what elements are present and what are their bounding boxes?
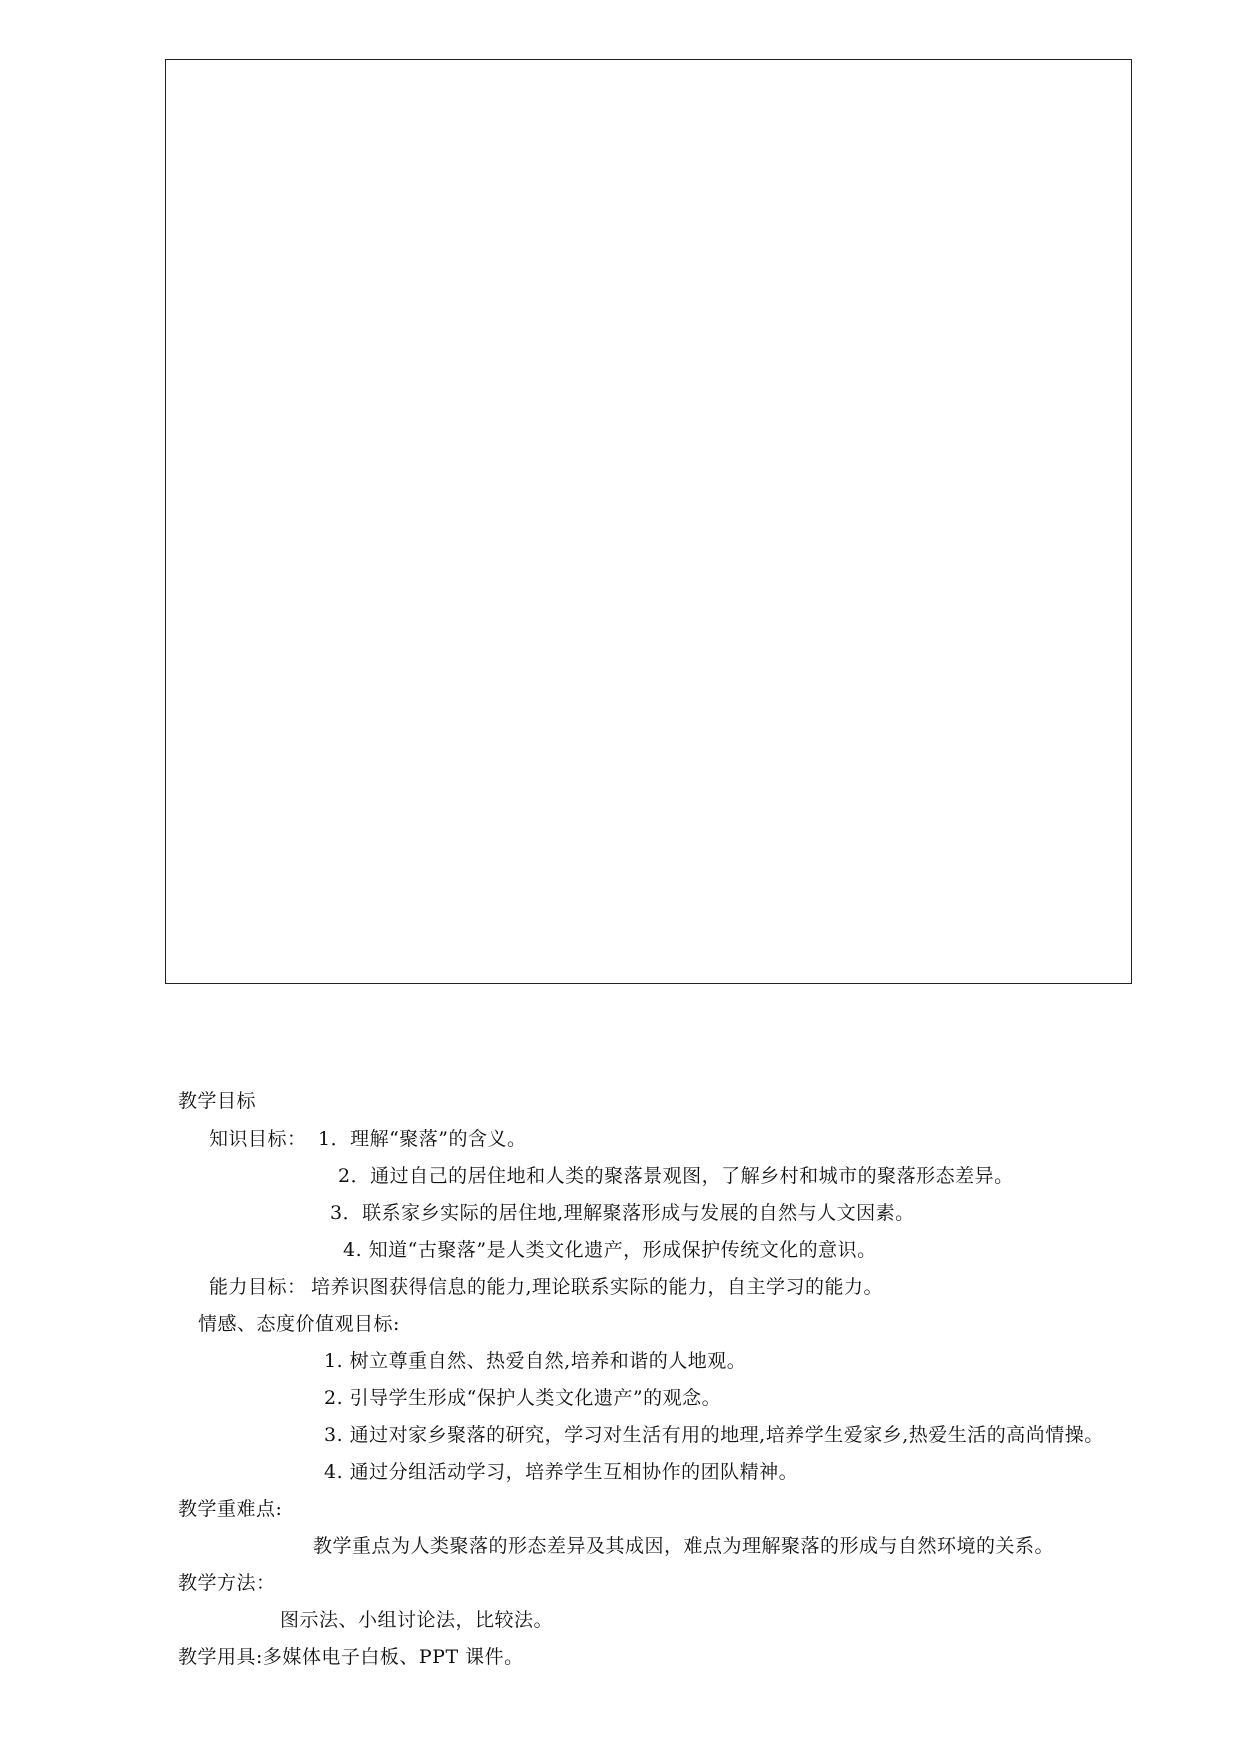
methods-text: 图示法、小组讨论法，比较法。: [280, 1609, 554, 1631]
tools-text: 教学用具:多媒体电子白板、PPT 课件。: [178, 1646, 524, 1668]
emotion-item-4: 4. 通过分组活动学习，培养学生互相协作的团队精神。: [324, 1461, 799, 1483]
emotion-item-2: 2. 引导学生形成“保护人类文化遗产”的观念。: [324, 1387, 722, 1409]
emotion-item-1: 1. 树立尊重自然、热爱自然,培养和谐的人地观。: [324, 1350, 747, 1372]
key-points-text: 教学重点为人类聚落的形态差异及其成因，难点为理解聚落的形成与自然环境的关系。: [313, 1535, 1055, 1557]
knowledge-item-4: 4. 知道“古聚落”是人类文化遗产，形成保护传统文化的意识。: [343, 1239, 877, 1261]
heading-objectives: 教学目标: [178, 1090, 257, 1112]
methods-label: 教学方法：: [178, 1572, 276, 1594]
knowledge-item-2: 2．通过自己的居住地和人类的聚落景观图，了解乡村和城市的聚落形态差异。: [338, 1165, 1014, 1187]
blank-frame: [165, 59, 1132, 984]
key-points-label: 教学重难点:: [178, 1498, 283, 1520]
ability-label: 能力目标：: [209, 1276, 307, 1298]
knowledge-item-1: 1．理解“聚落”的含义。: [318, 1128, 527, 1150]
emotion-label: 情感、态度价值观目标:: [198, 1313, 400, 1335]
ability-text: 培养识图获得信息的能力,理论联系实际的能力，自主学习的能力。: [311, 1276, 884, 1298]
knowledge-label: 知识目标：: [209, 1128, 307, 1150]
emotion-item-3: 3. 通过对家乡聚落的研究，学习对生活有用的地理,培养学生爱家乡,热爱生活的高尚情操。: [324, 1424, 1104, 1446]
knowledge-item-3: 3．联系家乡实际的居住地,理解聚落形成与发展的自然与人文因素。: [330, 1202, 915, 1224]
